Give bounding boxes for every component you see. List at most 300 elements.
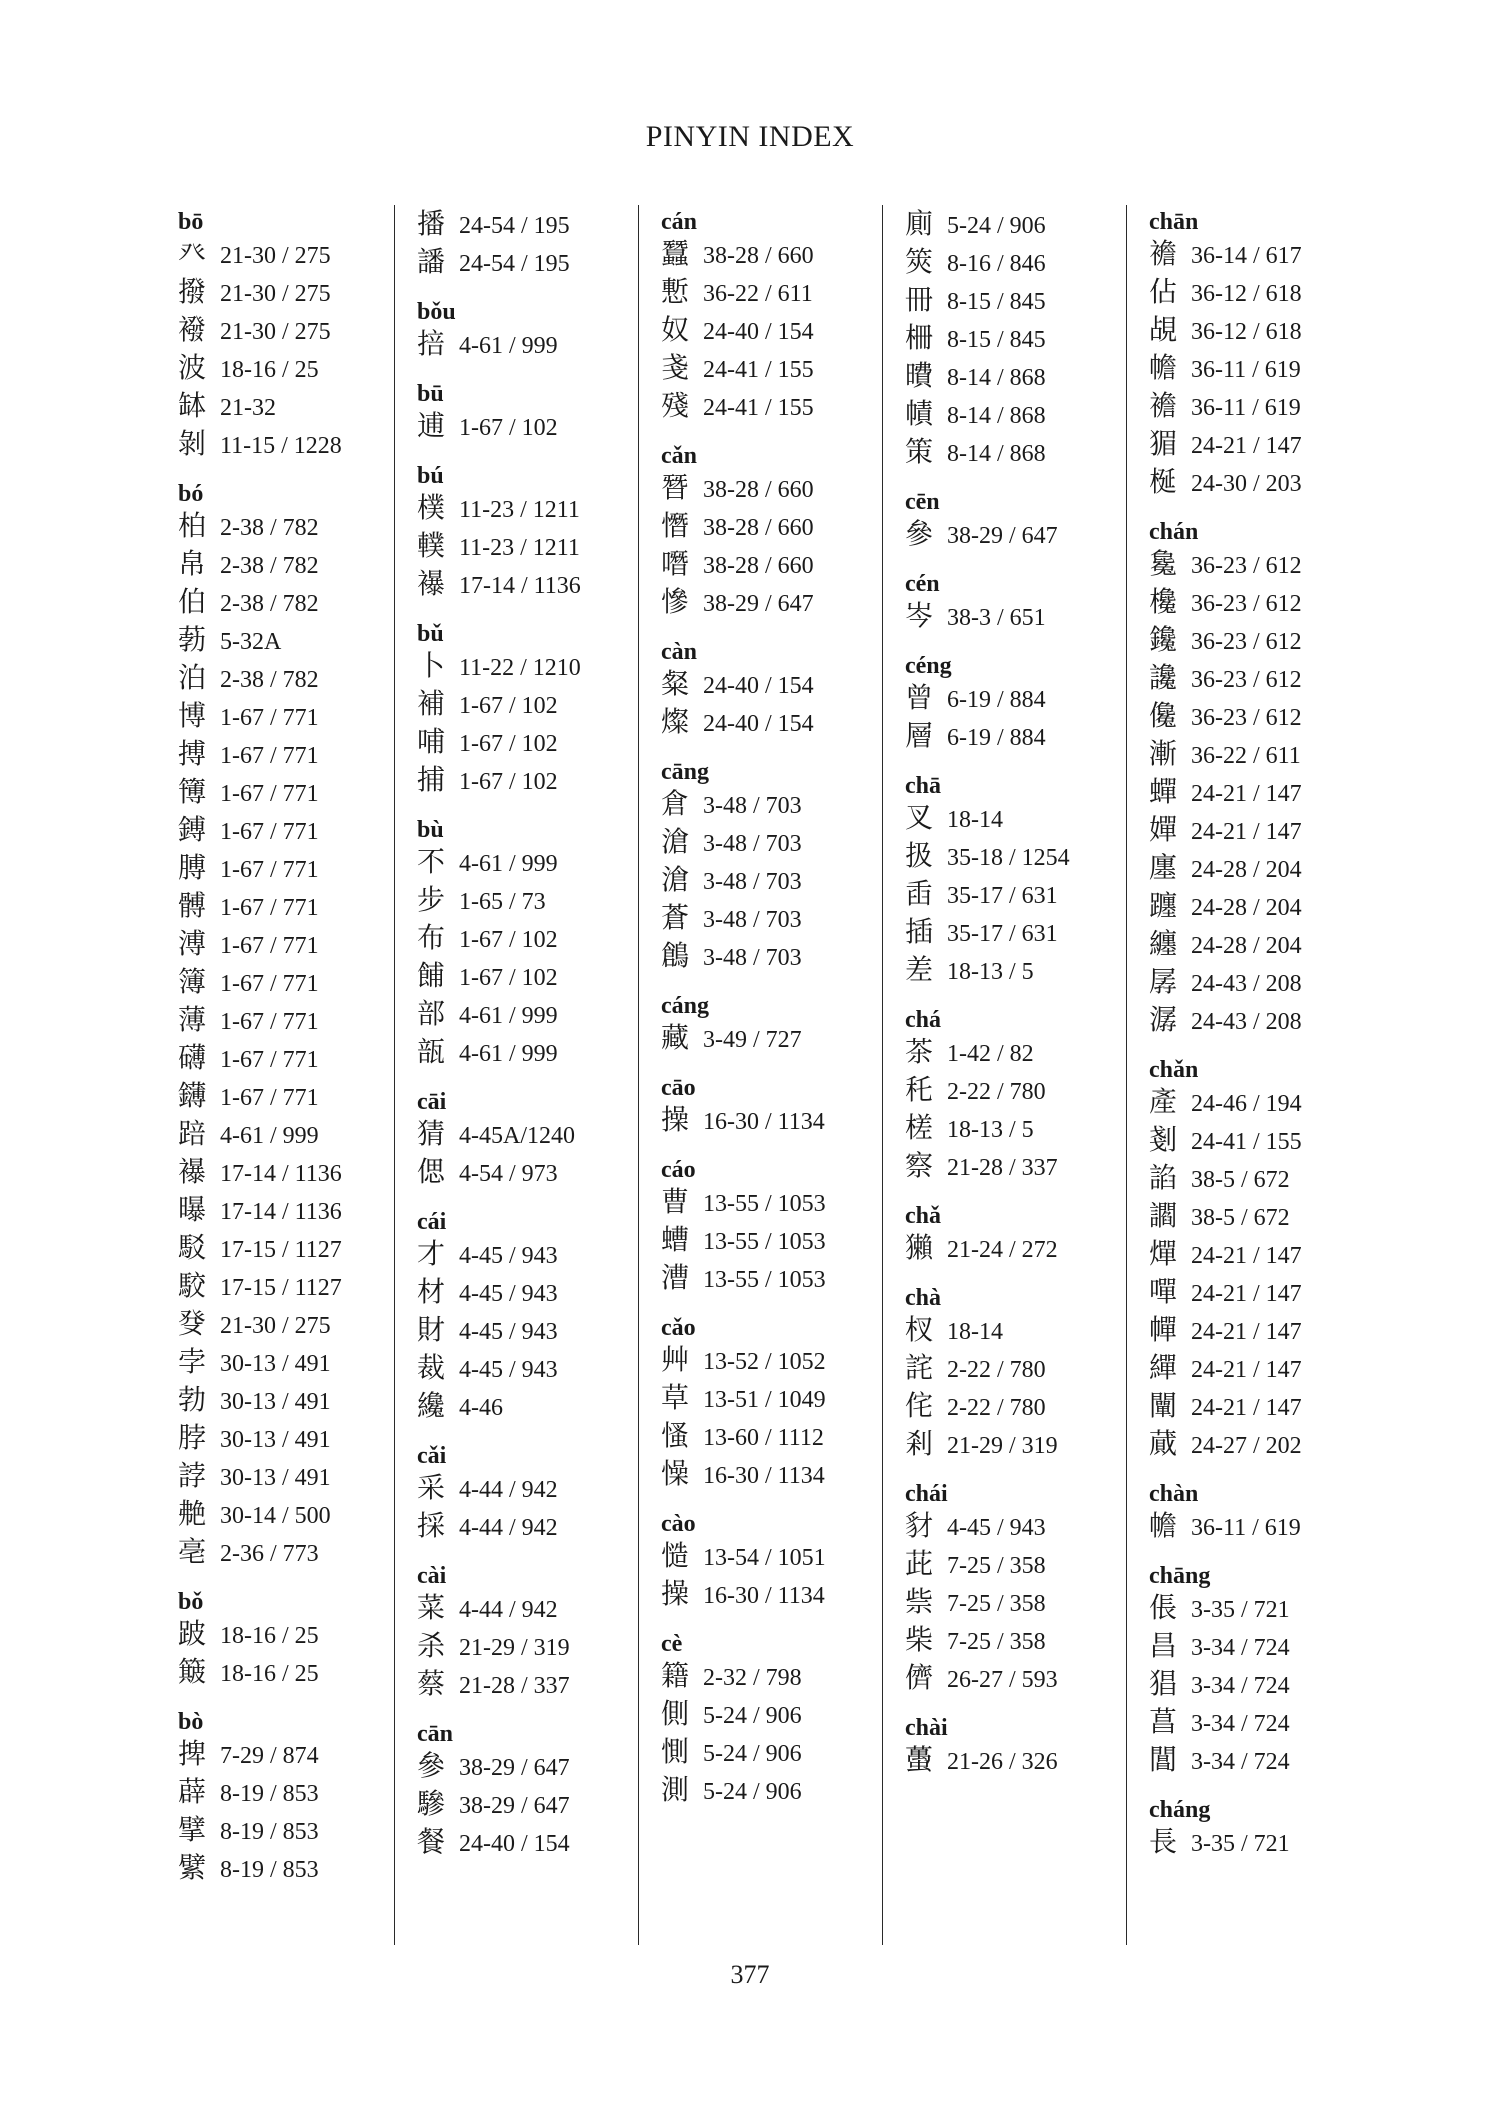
- entry-character: 側: [661, 1697, 690, 1730]
- entry-reference: 21-30 / 275: [220, 243, 331, 269]
- index-entry: [661, 311, 882, 349]
- pinyin-heading: chán: [1149, 519, 1199, 545]
- index-section: [1149, 1559, 1370, 1779]
- entry-character: 猖: [1149, 1667, 1178, 1700]
- index-entry: [417, 1235, 638, 1273]
- pinyin-heading: chā: [905, 773, 941, 799]
- index-entry: [178, 545, 394, 583]
- index-entry: [661, 349, 882, 387]
- pinyin-heading: bǒ: [178, 1589, 204, 1615]
- index-entry: [178, 1735, 394, 1773]
- index-entry: [178, 1001, 394, 1039]
- entry-reference: 18-13 / 5: [947, 1117, 1034, 1143]
- entry-character: 插: [905, 915, 934, 948]
- entry-character: 採: [417, 1509, 446, 1542]
- entry-character: 燦: [661, 705, 690, 738]
- index-entry: [1149, 811, 1370, 849]
- entry-character: 倉: [661, 787, 690, 820]
- index-entry: [661, 1695, 882, 1733]
- entry-reference: 3-48 / 703: [703, 869, 802, 895]
- page-number: 377: [730, 1960, 770, 1989]
- entry-character: 臿: [905, 877, 934, 910]
- entry-character: 瓿: [417, 1035, 446, 1068]
- entry-character: 鶬: [661, 939, 690, 972]
- entry-reference: 36-22 / 611: [703, 281, 813, 307]
- entry-character: 測: [661, 1773, 690, 1806]
- entry-character: 朁: [661, 471, 690, 504]
- index-section: [661, 1507, 882, 1613]
- entry-reference: 38-28 / 660: [703, 477, 814, 503]
- entry-character: 簿: [178, 965, 207, 998]
- entry-reference: 24-43 / 208: [1191, 971, 1302, 997]
- entry-character: 毚: [1149, 547, 1178, 580]
- index-entry: [905, 1311, 1126, 1349]
- index-section: [1149, 205, 1370, 501]
- entry-reference: 17-14 / 1136: [459, 573, 581, 599]
- entry-reference: 36-23 / 612: [1191, 667, 1302, 693]
- entry-reference: 24-28 / 204: [1191, 895, 1302, 921]
- index-entry: [905, 1545, 1126, 1583]
- index-entry: [178, 235, 394, 273]
- index-entry: [178, 507, 394, 545]
- entry-character: 襜: [1149, 237, 1178, 270]
- index-entry: [417, 1273, 638, 1311]
- pinyin-heading: bó: [178, 481, 204, 507]
- entry-character: 殘: [661, 389, 690, 422]
- entry-character: 餐: [417, 1825, 446, 1858]
- index-section: [905, 769, 1126, 989]
- entry-character: 藏: [661, 1021, 690, 1054]
- index-entry: [417, 1747, 638, 1785]
- index-entry: [417, 957, 638, 995]
- entry-reference: 36-14 / 617: [1191, 243, 1302, 269]
- entry-reference: 7-25 / 358: [947, 1591, 1046, 1617]
- entry-reference: 6-19 / 884: [947, 687, 1046, 713]
- pinyin-heading: bǒu: [417, 299, 456, 325]
- index-entry: [417, 723, 638, 761]
- index-entry: [661, 1575, 882, 1613]
- entry-reference: 38-28 / 660: [703, 515, 814, 541]
- entry-character: 操: [661, 1103, 690, 1136]
- entry-character: 捕: [417, 763, 446, 796]
- index-entry: [905, 1659, 1126, 1697]
- entry-character: 薄: [178, 1003, 207, 1036]
- index-entry: [178, 1077, 394, 1115]
- entry-reference: 2-22 / 780: [947, 1079, 1046, 1105]
- entry-character: 慅: [661, 1419, 690, 1452]
- entry-character: 伯: [178, 585, 207, 618]
- index-entry: [178, 1653, 394, 1691]
- entry-character: 葧: [178, 623, 207, 656]
- entry-reference: 21-30 / 275: [220, 319, 331, 345]
- index-entry: [1149, 1083, 1370, 1121]
- entry-character: 溥: [178, 927, 207, 960]
- entry-reference: 1-67 / 771: [220, 705, 319, 731]
- entry-character: 材: [417, 1275, 446, 1308]
- index-entry: [661, 1537, 882, 1575]
- entry-character: 鑱: [1149, 623, 1178, 656]
- entry-reference: 24-54 / 195: [459, 251, 570, 277]
- entry-reference: 8-14 / 868: [947, 441, 1046, 467]
- index-entry: [905, 1507, 1126, 1545]
- index-entry: [1149, 583, 1370, 621]
- entry-reference: 17-14 / 1136: [220, 1161, 342, 1187]
- index-entry: [905, 281, 1126, 319]
- entry-reference: 21-28 / 337: [947, 1155, 1058, 1181]
- pinyin-heading: cǎn: [661, 443, 697, 469]
- entry-character: 誖: [178, 1459, 207, 1492]
- index-entry: [1149, 1235, 1370, 1273]
- index-entry: [1149, 545, 1370, 583]
- index-entry: [905, 357, 1126, 395]
- entry-character: 蠶: [661, 237, 690, 270]
- entry-character: 茈: [905, 1547, 934, 1580]
- entry-character: 叉: [905, 801, 934, 834]
- entry-character: 幨: [1149, 1509, 1178, 1542]
- entry-reference: 30-13 / 491: [220, 1351, 331, 1377]
- index-entry: [417, 1785, 638, 1823]
- index-entry: [178, 1533, 394, 1571]
- entry-character: 嬋: [1149, 813, 1178, 846]
- entry-reference: 24-40 / 154: [459, 1831, 570, 1857]
- entry-reference: 8-19 / 853: [220, 1857, 319, 1883]
- index-entry: [1149, 425, 1370, 463]
- entry-reference: 36-12 / 618: [1191, 281, 1302, 307]
- entry-reference: 1-67 / 102: [459, 693, 558, 719]
- index-entry: [1149, 1121, 1370, 1159]
- index-section: [417, 1439, 638, 1545]
- index-entry: [1149, 463, 1370, 501]
- entry-character: 慥: [661, 1539, 690, 1572]
- entry-character: 讇: [1149, 1199, 1178, 1232]
- entry-reference: 8-14 / 868: [947, 365, 1046, 391]
- index-entry: [1149, 1001, 1370, 1039]
- entry-character: 欃: [1149, 585, 1178, 618]
- entry-character: 偲: [417, 1155, 446, 1188]
- index-entry: [661, 1019, 882, 1057]
- entry-reference: 4-45 / 943: [947, 1515, 1046, 1541]
- entry-character: 博: [178, 699, 207, 732]
- entry-reference: 30-14 / 500: [220, 1503, 331, 1529]
- index-entry: [661, 1101, 882, 1139]
- entry-reference: 8-19 / 853: [220, 1819, 319, 1845]
- pinyin-heading: cè: [661, 1631, 683, 1657]
- pinyin-heading: bū: [417, 381, 444, 407]
- entry-reference: 3-34 / 724: [1191, 1711, 1290, 1737]
- entry-reference: 1-67 / 102: [459, 927, 558, 953]
- entry-character: 慙: [661, 275, 690, 308]
- entry-character: 捭: [178, 1737, 207, 1770]
- index-entry: [1149, 849, 1370, 887]
- entry-character: 蕆: [1149, 1427, 1178, 1460]
- entry-reference: 24-41 / 155: [1191, 1129, 1302, 1155]
- entry-reference: 17-14 / 1136: [220, 1199, 342, 1225]
- entry-character: 扱: [905, 839, 934, 872]
- index-entry: [661, 1341, 882, 1379]
- entry-reference: 1-67 / 771: [220, 819, 319, 845]
- entry-character: 簸: [178, 1655, 207, 1688]
- index-entry: [905, 319, 1126, 357]
- index-entry: [1149, 1823, 1370, 1861]
- index-section: [661, 1627, 882, 1809]
- index-section: [905, 1003, 1126, 1185]
- entry-character: 驂: [417, 1787, 446, 1820]
- index-section: [661, 439, 882, 621]
- index-entry: [178, 1229, 394, 1267]
- pinyin-heading: cǎi: [417, 1443, 447, 1469]
- entry-character: 薜: [178, 1775, 207, 1808]
- index-entry: [178, 735, 394, 773]
- entry-character: 讒: [1149, 661, 1178, 694]
- entry-character: 閶: [1149, 1743, 1178, 1776]
- entry-reference: 3-34 / 724: [1191, 1673, 1290, 1699]
- index-section: [1149, 515, 1370, 1039]
- entry-reference: 4-45A/1240: [459, 1123, 575, 1149]
- entry-reference: 21-32: [220, 395, 276, 421]
- index-section: [417, 1205, 638, 1425]
- index-entry: [905, 1033, 1126, 1071]
- pinyin-heading: cán: [661, 209, 697, 235]
- index-entry: [1149, 349, 1370, 387]
- index-entry: [1149, 1627, 1370, 1665]
- entry-reference: 2-38 / 782: [220, 591, 319, 617]
- entry-character: 廁: [905, 207, 934, 240]
- entry-character: 諂: [1149, 1161, 1178, 1194]
- index-entry: [1149, 1741, 1370, 1779]
- entry-reference: 1-67 / 771: [220, 1047, 319, 1073]
- index-entry: [178, 1381, 394, 1419]
- pinyin-heading: chān: [1149, 209, 1199, 235]
- index-entry: [417, 1589, 638, 1627]
- entry-reference: 18-13 / 5: [947, 959, 1034, 985]
- index-entry: [1149, 773, 1370, 811]
- entry-character: 昌: [1149, 1629, 1178, 1662]
- index-entry: [178, 583, 394, 621]
- entry-character: 猸: [1149, 427, 1178, 460]
- entry-character: 柴: [905, 1623, 934, 1656]
- index-entry: [417, 243, 638, 281]
- index-entry: [1149, 1665, 1370, 1703]
- entry-reference: 4-61 / 999: [459, 333, 558, 359]
- entry-character: 剎: [905, 1427, 934, 1460]
- entry-reference: 21-24 / 272: [947, 1237, 1058, 1263]
- entry-reference: 5-24 / 906: [947, 213, 1046, 239]
- index-column: [638, 205, 882, 1945]
- entry-character: 策: [905, 435, 934, 468]
- entry-reference: 2-32 / 798: [703, 1665, 802, 1691]
- entry-character: 亳: [178, 1535, 207, 1568]
- index-columns: [160, 205, 1370, 1945]
- index-entry: [905, 1109, 1126, 1147]
- entry-reference: 4-45 / 943: [459, 1281, 558, 1307]
- pinyin-heading: cáo: [661, 1157, 696, 1183]
- entry-character: 慘: [661, 585, 690, 618]
- entry-character: 駁: [178, 1231, 207, 1264]
- entry-character: 闡: [1149, 1389, 1178, 1422]
- entry-character: 產: [1149, 1085, 1178, 1118]
- entry-reference: 7-29 / 874: [220, 1743, 319, 1769]
- index-entry: [661, 665, 882, 703]
- entry-character: 癶: [178, 237, 207, 270]
- entry-reference: 13-52 / 1052: [703, 1349, 826, 1375]
- pinyin-heading: chá: [905, 1007, 941, 1033]
- pinyin-heading: chǎn: [1149, 1057, 1199, 1083]
- entry-character: 逋: [417, 409, 446, 442]
- index-entry: [661, 1771, 882, 1809]
- index-entry: [417, 761, 638, 799]
- pinyin-heading: cǎo: [661, 1315, 696, 1341]
- entry-character: 鎛: [178, 813, 207, 846]
- entry-character: 才: [417, 1237, 446, 1270]
- index-entry: [905, 1147, 1126, 1185]
- entry-reference: 3-48 / 703: [703, 831, 802, 857]
- entry-character: 餔: [417, 959, 446, 992]
- entry-reference: 4-44 / 942: [459, 1477, 558, 1503]
- index-entry: [661, 469, 882, 507]
- entry-character: 駮: [178, 1269, 207, 1302]
- entry-reference: 24-54 / 195: [459, 213, 570, 239]
- entry-character: 惻: [661, 1735, 690, 1768]
- index-entry: [178, 621, 394, 659]
- entry-reference: 8-16 / 846: [947, 251, 1046, 277]
- index-entry: [661, 583, 882, 621]
- pinyin-heading: bō: [178, 209, 204, 235]
- index-entry: [661, 785, 882, 823]
- entry-reference: 24-21 / 147: [1191, 1319, 1302, 1345]
- entry-reference: 24-40 / 154: [703, 673, 814, 699]
- index-entry: [1149, 1197, 1370, 1235]
- entry-character: 襏: [178, 313, 207, 346]
- entry-reference: 24-21 / 147: [1191, 781, 1302, 807]
- entry-reference: 13-55 / 1053: [703, 1267, 826, 1293]
- index-section: [905, 485, 1126, 553]
- index-entry: [417, 527, 638, 565]
- entry-character: 潺: [1149, 1003, 1178, 1036]
- entry-reference: 36-12 / 618: [1191, 319, 1302, 345]
- pinyin-heading: chǎ: [905, 1203, 941, 1229]
- pinyin-heading: bù: [417, 817, 444, 843]
- index-entry: [905, 679, 1126, 717]
- entry-reference: 11-23 / 1211: [459, 497, 580, 523]
- entry-reference: 5-32A: [220, 629, 282, 655]
- entry-reference: 35-17 / 631: [947, 883, 1058, 909]
- entry-character: 噆: [661, 547, 690, 580]
- entry-character: 擘: [178, 1813, 207, 1846]
- pinyin-heading: chài: [905, 1715, 948, 1741]
- index-entry: [178, 1773, 394, 1811]
- entry-character: 財: [417, 1313, 446, 1346]
- index-entry: [1149, 1507, 1370, 1545]
- index-section: [178, 477, 394, 1571]
- entry-reference: 4-44 / 942: [459, 1515, 558, 1541]
- pinyin-heading: cháng: [1149, 1797, 1211, 1823]
- entry-character: 踣: [178, 1117, 207, 1150]
- index-entry: [905, 515, 1126, 553]
- entry-character: 秅: [905, 1073, 934, 1106]
- entry-reference: 36-11 / 619: [1191, 1515, 1301, 1541]
- index-entry: [905, 875, 1126, 913]
- index-entry: [661, 1259, 882, 1297]
- pinyin-heading: cēn: [905, 489, 940, 515]
- entry-character: 步: [417, 883, 446, 916]
- entry-character: 襮: [417, 567, 446, 600]
- index-section: [905, 567, 1126, 635]
- entry-character: 不: [417, 845, 446, 878]
- entry-reference: 1-67 / 102: [459, 965, 558, 991]
- index-entry: [417, 407, 638, 445]
- entry-character: 搏: [178, 737, 207, 770]
- pinyin-heading: cāi: [417, 1089, 447, 1115]
- index-entry: [1149, 963, 1370, 1001]
- index-entry: [661, 507, 882, 545]
- entry-reference: 4-44 / 942: [459, 1597, 558, 1623]
- index-section: [905, 1199, 1126, 1267]
- entry-reference: 24-28 / 204: [1191, 933, 1302, 959]
- index-entry: [905, 1741, 1126, 1779]
- entry-character: 杈: [905, 1313, 934, 1346]
- entry-reference: 3-49 / 727: [703, 1027, 802, 1053]
- entry-reference: 1-67 / 771: [220, 857, 319, 883]
- entry-reference: 36-11 / 619: [1191, 357, 1301, 383]
- entry-character: 躔: [1149, 889, 1178, 922]
- index-entry: [178, 925, 394, 963]
- entry-character: 部: [417, 997, 446, 1030]
- index-entry: [417, 1627, 638, 1665]
- entry-character: 戔: [661, 351, 690, 384]
- index-entry: [178, 1849, 394, 1887]
- entry-character: 覘: [1149, 313, 1178, 346]
- entry-character: 蟬: [1149, 775, 1178, 808]
- entry-character: 豺: [905, 1509, 934, 1542]
- entry-reference: 36-23 / 612: [1191, 591, 1302, 617]
- entry-character: 冊: [905, 283, 934, 316]
- entry-reference: 13-51 / 1049: [703, 1387, 826, 1413]
- index-section: [178, 205, 394, 463]
- index-entry: [178, 387, 394, 425]
- pinyin-heading: chāng: [1149, 1563, 1211, 1589]
- index-entry: [1149, 925, 1370, 963]
- index-entry: [1149, 273, 1370, 311]
- entry-reference: 6-19 / 884: [947, 725, 1046, 751]
- entry-character: 樸: [417, 491, 446, 524]
- index-entry: [1149, 1349, 1370, 1387]
- index-column: [1126, 205, 1370, 1945]
- entry-reference: 3-34 / 724: [1191, 1749, 1290, 1775]
- index-entry: [905, 717, 1126, 755]
- entry-reference: 11-15 / 1228: [220, 433, 342, 459]
- entry-reference: 5-24 / 906: [703, 1741, 802, 1767]
- index-section: [417, 205, 638, 281]
- index-entry: [417, 1349, 638, 1387]
- index-entry: [417, 565, 638, 603]
- index-section: [417, 1085, 638, 1191]
- entry-character: 膊: [178, 851, 207, 884]
- entry-character: 缽: [178, 389, 207, 422]
- entry-character: 筴: [905, 245, 934, 278]
- index-entry: [178, 849, 394, 887]
- index-entry: [905, 913, 1126, 951]
- entry-character: 幘: [905, 397, 934, 430]
- entry-character: 泊: [178, 661, 207, 694]
- index-entry: [661, 235, 882, 273]
- entry-character: 嘽: [1149, 1275, 1178, 1308]
- entry-reference: 1-65 / 73: [459, 889, 546, 915]
- entry-reference: 38-3 / 651: [947, 605, 1046, 631]
- index-entry: [417, 685, 638, 723]
- entry-reference: 24-41 / 155: [703, 395, 814, 421]
- entry-character: 操: [661, 1577, 690, 1610]
- index-entry: [417, 205, 638, 243]
